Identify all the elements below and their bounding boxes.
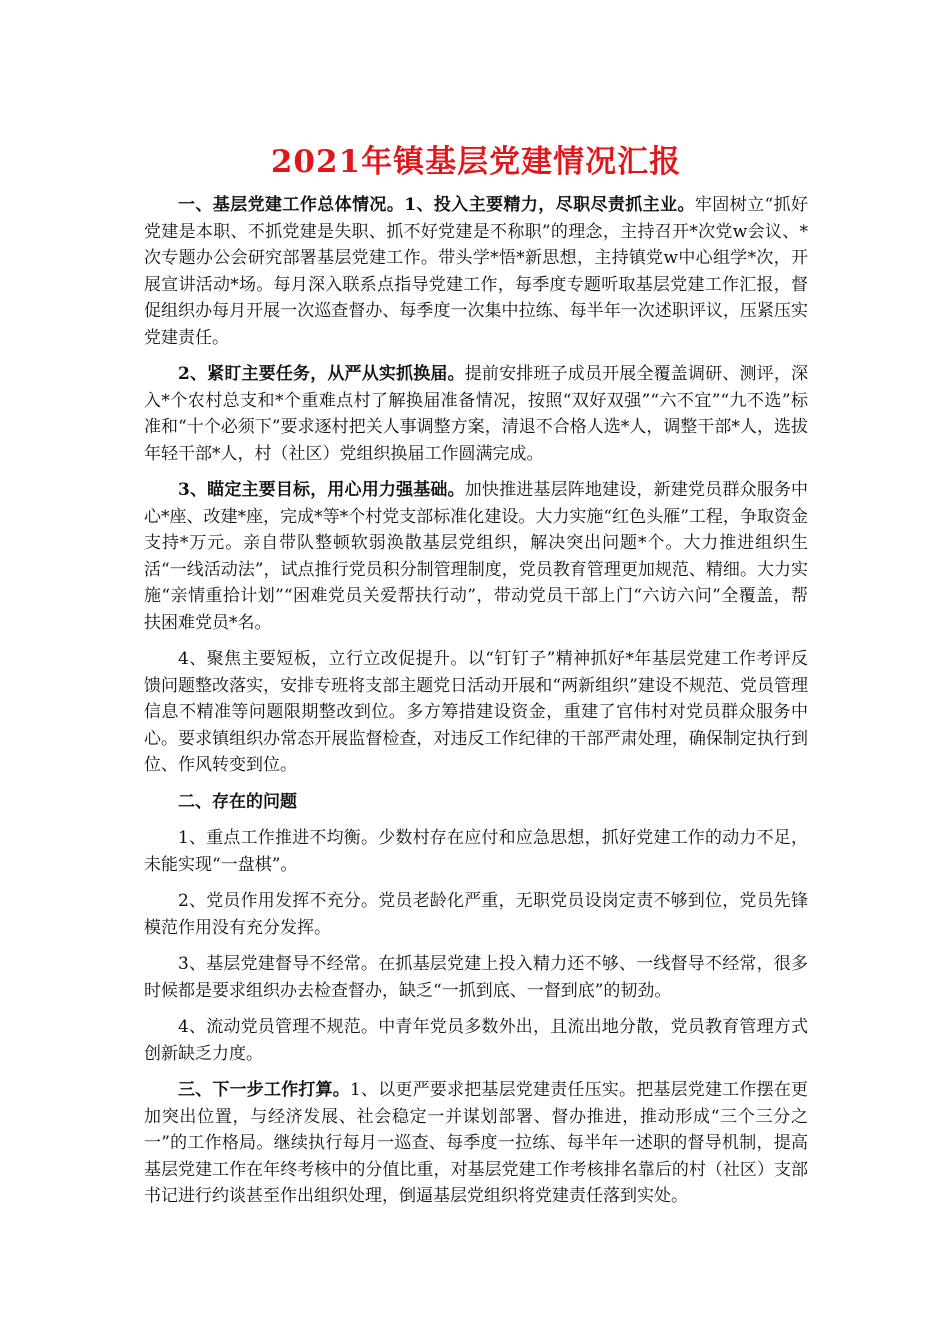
section3-lead: 三、下一步工作打算。 xyxy=(178,1080,350,1100)
section3-text: 1、以更严要求把基层党建责任压实。把基层党建工作摆在更加突出位置，与经济发展、社会稳定一并谋划部署、督办推进，推动形成“三个三分之一”的工作格局。继续执行每月一巡查、每季度一拉练、每半年一述职的督导机制，提高基层党建工作在年终考核中的分值比重，对基层党建工作考核排名靠后的村（社区）支部书记进行约谈甚至作出组织处理，倒逼基层党组织将党建责任落到实处。 xyxy=(144,1080,808,1206)
problem-paragraph-3: 3、基层党建督导不经常。在抓基层党建上投入精力还不够、一线督导不经常，很多时候都是要求组织办去检查督办，缺乏“一抓到底、一督到底”的韧劲。 xyxy=(144,954,808,1001)
problem-paragraph-4: 4、流动党员管理不规范。中青年党员多数外出，且流出地分散，党员教育管理方式创新缺乏力度。 xyxy=(144,1017,808,1064)
item2-text: 提前安排班子成员开展全覆盖调研、测评，深入*个农村总支和*个重难点村了解换届准备情况，按照“双好双强”“六不宜”“九不选”标准和“十个必须下”要求逐村把关人事调整方案，清退不合格人选*人，调整干部*人，选拔年轻干部*人，村（社区）党组织换届工作圆满完成。 xyxy=(144,364,809,464)
item3-text: 加快推进基层阵地建设，新建党员群众服务中心*座、改建*座，完成*等*个村党支部标准化建设。大力实施“红色头雁”工程，争取资金支持*万元。亲自带队整顿软弱涣散基层党组织，解决突出问题*个。大力推进组织生活“一线活动法”，试点推行党员积分制管理制度，党员教育管理更加规范、精细。大力实施“亲情重拾计划”“困难党员关爱帮扶行动”，带动党员干部上门“六访六问”全覆盖，帮扶困难党员*名。 xyxy=(144,480,809,633)
section3-paragraph xyxy=(144,1077,808,1210)
section1-text: 牢固树立“抓好党建是本职、不抓党建是失职、抓不好党建是不称职”的理念，主持召开*次党w会议、*次专题办公会研究部署基层党建工作。带头学*悟*新思想，主持镇党w中心组学*次，开展宣讲活动*场。每月深入联系点指导党建工作，每季度专题听取基层党建工作汇报，督促组织办每月开展一次巡查督办、每季度一次集中拉练、每半年一次述职评议，压紧压实党建责任。 xyxy=(144,195,808,348)
item4-paragraph: 4、聚焦主要短板，立行立改促提升。以“钉钉子”精神抓好*年基层党建工作考评反馈问题整改落实，安排专班将支部主题党日活动开展和“两新组织”建设不规范、党员管理信息不精准等问题限期整改到位。多方筹措建设资金，重建了官伟村对党员群众服务中心。要求镇组织办常态开展监督检查，对违反工作纪律的干部严肃处理，确保制定执行到位、作风转变到位。 xyxy=(144,649,808,775)
section1-paragraph xyxy=(144,192,808,351)
problem-paragraph-1: 1、重点工作推进不均衡。少数村存在应付和应急思想，抓好党建工作的动力不足，未能实现“一盘棋”。 xyxy=(144,828,808,875)
document-title: 2021年镇基层党建情况汇报 xyxy=(270,144,682,180)
item2-paragraph xyxy=(144,361,808,467)
section1-lead: 一、基层党建工作总体情况。1、投入主要精力，尽职尽责抓主业。 xyxy=(178,195,695,215)
section2-heading: 二、存在的问题 xyxy=(178,791,297,812)
problem-paragraph-2: 2、党员作用发挥不充分。党员老龄化严重，无职党员设岗定责不够到位，党员先锋模范作用没有充分发挥。 xyxy=(144,891,808,938)
item3-paragraph xyxy=(144,477,808,636)
item2-lead: 2、紧盯主要任务，从严从实抓换届。 xyxy=(178,364,465,384)
document-page xyxy=(144,140,808,1220)
item3-lead: 3、瞄定主要目标，用心用力强基础。 xyxy=(178,480,465,500)
